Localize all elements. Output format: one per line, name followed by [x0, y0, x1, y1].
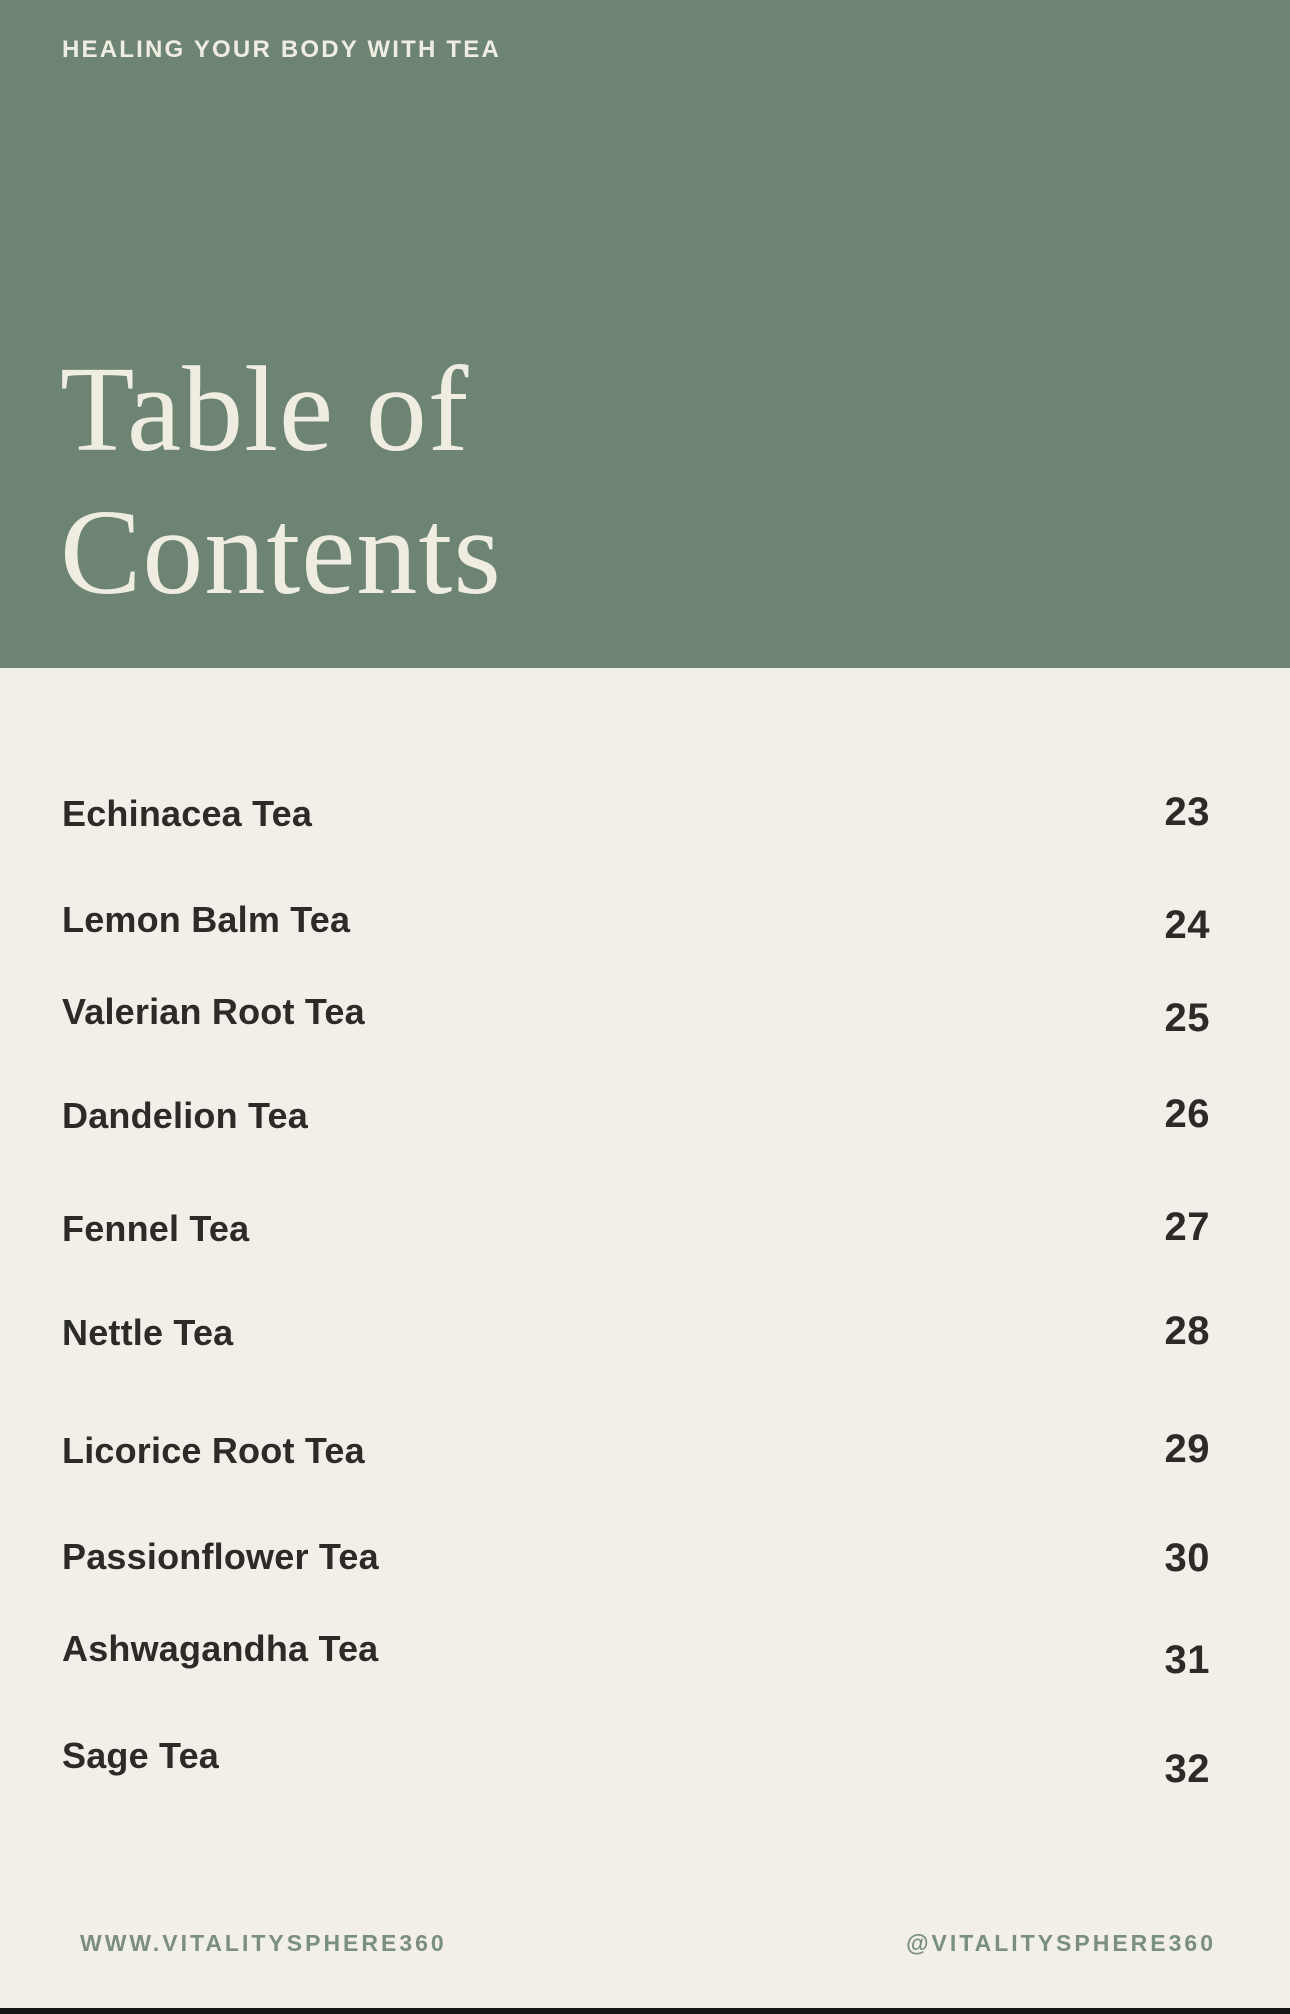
toc-entry-page-number: 28: [1164, 1309, 1210, 1353]
footer: [0, 1930, 1290, 1962]
toc-entry-label: Ashwagandha Tea: [62, 1628, 379, 1669]
toc-entry-label: Echinacea Tea: [62, 793, 313, 834]
toc-entry-label: Sage Tea: [62, 1735, 220, 1776]
toc-entry-label: Fennel Tea: [62, 1208, 250, 1249]
toc-entry-page-number: 29: [1164, 1427, 1210, 1471]
toc-row[interactable]: [62, 1092, 1210, 1139]
toc-entry-page-number: 23: [1164, 790, 1210, 834]
book-title-eyebrow: HEALING YOUR BODY WITH TEA: [62, 36, 501, 63]
toc-entry-label: Lemon Balm Tea: [62, 899, 351, 940]
toc-entry-page-number: 30: [1164, 1536, 1210, 1580]
toc-row[interactable]: [62, 1536, 1210, 1580]
toc-row[interactable]: [62, 899, 1210, 947]
bottom-edge-bar: [0, 2008, 1290, 2014]
toc-row[interactable]: [62, 1628, 1210, 1682]
toc-entry-page-number: 24: [1164, 903, 1210, 947]
toc-row[interactable]: [62, 1735, 1210, 1791]
toc-row[interactable]: [62, 991, 1210, 1040]
page-title-line1: Table of: [60, 342, 470, 477]
toc-entry-label: Nettle Tea: [62, 1312, 234, 1353]
toc-entry-label: Licorice Root Tea: [62, 1430, 365, 1471]
page-title-line2: Contents: [60, 485, 502, 620]
toc-row[interactable]: [62, 1427, 1210, 1474]
toc-row[interactable]: [62, 1205, 1210, 1252]
toc-row[interactable]: [62, 790, 1210, 837]
footer-website-link[interactable]: WWW.VITALITYSPHERE360: [80, 1930, 447, 1956]
toc-entry-page-number: 31: [1164, 1638, 1210, 1682]
footer-social-handle[interactable]: @VITALITYSPHERE360: [906, 1930, 1216, 1956]
toc-entry-page-number: 25: [1164, 996, 1210, 1040]
toc-entry-label: Valerian Root Tea: [62, 991, 365, 1032]
toc-entry-page-number: 27: [1164, 1205, 1210, 1249]
toc-entry-page-number: 26: [1164, 1092, 1210, 1136]
toc-row[interactable]: [62, 1309, 1210, 1356]
toc-entry-label: Passionflower Tea: [62, 1536, 379, 1577]
toc-entry-page-number: 32: [1164, 1747, 1210, 1791]
toc-entry-label: Dandelion Tea: [62, 1095, 308, 1136]
